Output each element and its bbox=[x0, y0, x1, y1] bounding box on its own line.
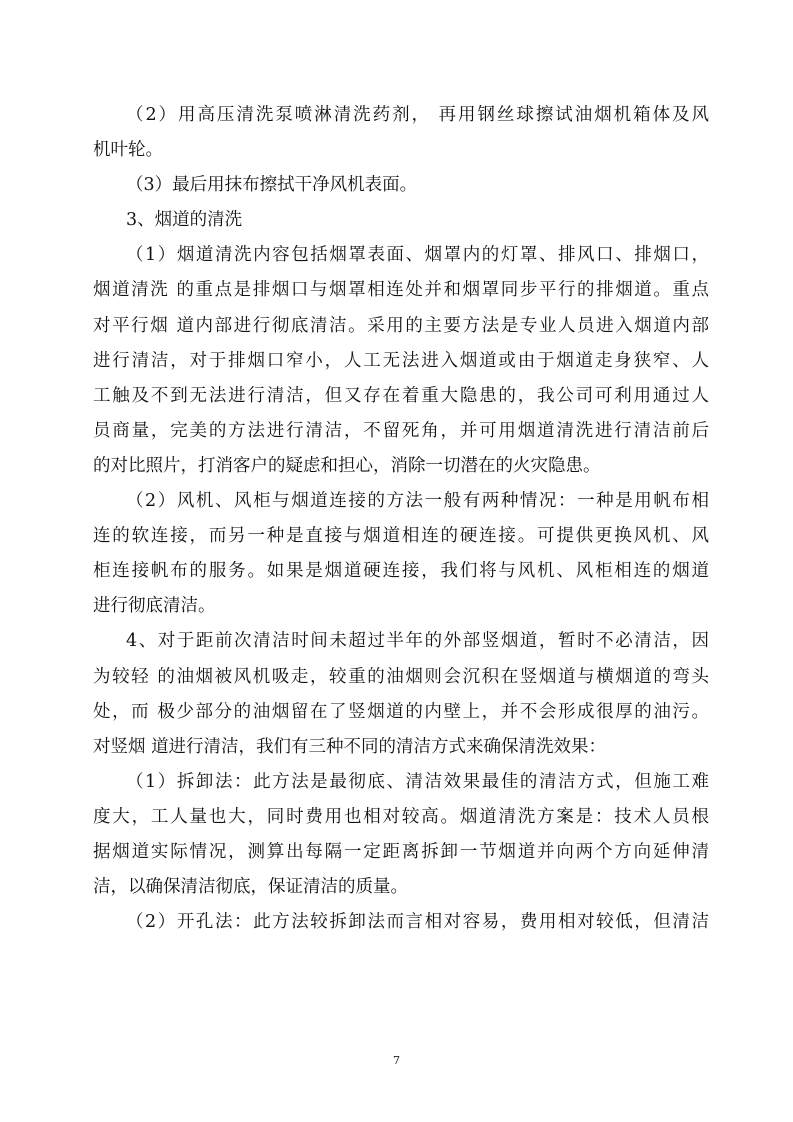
text-line: 进行清洁，对于排烟口窄小，人工无法进入烟道或由于烟道走身狭窄、人 bbox=[93, 350, 709, 371]
body-text bbox=[93, 98, 709, 940]
text-line: 4、对于距前次清洁时间未超过半年的外部竖烟道，暂时不必清洁，因 bbox=[126, 631, 709, 652]
text-line: （2）用高压清洗泵喷淋清洗药剂， 再用钢丝球擦试油烟机箱体及风 bbox=[126, 105, 709, 125]
text-line: 处，而 极少部分的油烟留在了竖烟道的内壁上，并不会形成很厚的油污。 bbox=[93, 701, 709, 722]
text-line: 的对比照片，打消客户的疑虑和担心，消除一切潜在的火灾隐患。 bbox=[93, 455, 601, 476]
text-line: 对竖烟 道进行清洁，我们有三种不同的清洁方式来确保清洗效果： bbox=[93, 736, 607, 757]
text-line: 员商量，完美的方法进行清洁，不留死角，并可用烟道清洗进行清洁前后 bbox=[93, 420, 709, 441]
text-line: 洁，以确保清洁彻底，保证清洁的质量。 bbox=[93, 877, 408, 898]
text-line: 工触及不到无法进行清洁，但又存在着重大隐患的，我公司可利用通过人 bbox=[93, 385, 709, 406]
text-line: 对平行烟 道内部进行彻底清洁。采用的主要方法是专业人员进入烟道内部 bbox=[93, 315, 709, 336]
text-line: 烟道清洗 的重点是排烟口与烟罩相连处并和烟罩同步平行的排烟道。重点 bbox=[93, 280, 709, 301]
text-line: （3）最后用抹布擦拭干净风机表面。 bbox=[126, 175, 418, 196]
text-line: （2）开孔法：此方法较拆卸法而言相对容易，费用相对较低，但清洁 bbox=[126, 912, 709, 933]
text-line: 据烟道实际情况，测算出每隔一定距离拆卸一节烟道并向两个方向延伸清 bbox=[93, 841, 709, 862]
text-line: 柜连接帆布的服务。如果是烟道硬连接，我们将与风机、风柜相连的烟道 bbox=[93, 561, 709, 582]
section-heading: 3、烟道的清洗 bbox=[126, 210, 243, 231]
text-line: 机叶轮。 bbox=[93, 140, 163, 161]
text-line: （2）风机、风柜与烟道连接的方法一般有两种情况：一种是用帆布相 bbox=[126, 491, 709, 512]
text-line: （1）烟道清洗内容包括烟罩表面、烟罩内的灯罩、排风口、排烟口， bbox=[126, 245, 709, 266]
text-line: 连的软连接，而另一种是直接与烟道相连的硬连接。可提供更换风机、风 bbox=[93, 526, 709, 547]
text-line: （1）拆卸法：此方法是最彻底、清洁效果最佳的清洁方式，但施工难 bbox=[126, 771, 709, 792]
text-line: 进行彻底清洁。 bbox=[93, 596, 216, 617]
text-line: 为较轻 的油烟被风机吸走，较重的油烟则会沉积在竖烟道与横烟道的弯头 bbox=[93, 666, 709, 687]
text-line: 度大，工人量也大，同时费用也相对较高。烟道清洗方案是：技术人员根 bbox=[93, 806, 709, 827]
page-number: 7 bbox=[393, 1054, 400, 1067]
